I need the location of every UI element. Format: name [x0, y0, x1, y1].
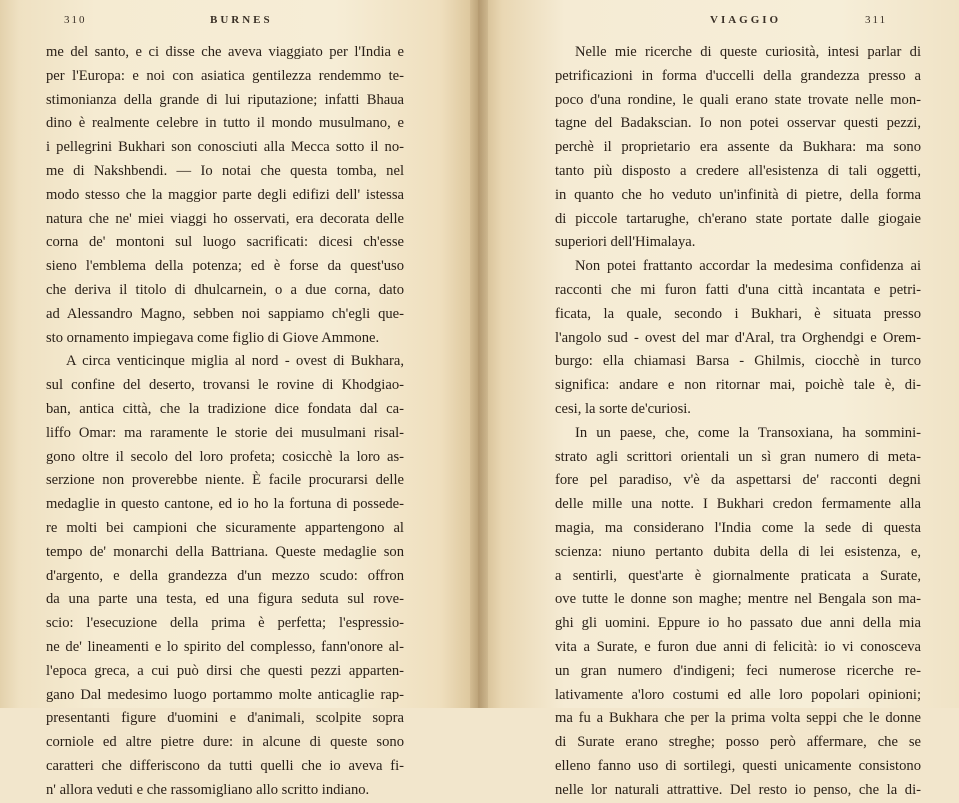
- text-line: me del santo, e ci disse che aveva viaggiato per l'India e: [46, 44, 404, 60]
- text-line: presentanti figure d'uomini e d'animali, scolpite sopra: [46, 710, 404, 727]
- text-line: significa: andare e non ritornar mai, poichè tale è, di-: [555, 377, 921, 394]
- text-line: lativamente a'loro costumi ed alle loro popolari opinioni;: [555, 686, 921, 703]
- body-text: [555, 41, 921, 803]
- text-line: che deriva il titolo di dhulcarnein, o a due corna, dato: [46, 281, 404, 298]
- text-line: corniole ed altre pietre dure: in alcune di queste sono: [46, 734, 404, 751]
- text-line: superiori dell'Himalaya.: [555, 234, 696, 251]
- running-title: VIAGGIO: [710, 14, 782, 26]
- text-line: nelle lor naturali attrattive. Del resto io penso, che la di-: [555, 781, 921, 798]
- text-line: natura che ne' miei viaggi ho osservati, era decorata delle: [46, 210, 404, 227]
- text-line: l'angolo sud - ovest del mar d'Aral, tra Orghendgi e Orem-: [555, 329, 921, 346]
- text-line: d'argento, e della grandezza d'un mezzo scudo: offron: [46, 567, 404, 584]
- text-line: ove tutte le donne son maghe; mentre nel Bengala son ma-: [555, 591, 921, 608]
- text-line: ghi gli uomini. Eppure io ho passato due anni della mia: [555, 615, 921, 632]
- text-line: di piccole tartarughe, ch'erano state portate dalle giogaie: [555, 210, 921, 227]
- text-line: vita a Surate, e furon due anni di felicità: io vi conosceva: [555, 638, 921, 655]
- text-line: magia, ma considerano l'India come la sede di questa: [555, 519, 921, 536]
- text-line: corna de' montoni sul luogo sacrificati: dicesi ch'esse: [46, 234, 404, 251]
- text-line: da una parte una testa, ed una figura seduta sul rove-: [46, 591, 404, 608]
- text-line: i pellegrini Bukhari son conosciuti alla Mecca sotto il no-: [46, 139, 404, 156]
- text-line: strato agli scrittori orientali un sì gran numero di meta-: [555, 448, 921, 465]
- text-line: perchè il proprietario era assente da Bukhara: ma sono: [555, 139, 921, 156]
- text-line: poco d'una rondine, le quali erano state trovate nelle mon-: [555, 91, 921, 108]
- text-line: sul confine del deserto, trovansi le rovine di Khodgiao-: [46, 377, 404, 394]
- text-line: gano Dal medesimo luogo portammo molte anticaglie rap-: [46, 686, 404, 703]
- text-line: Nelle mie ricerche di queste curiosità, intesi parlar di: [575, 44, 921, 60]
- text-line: un gran numero d'indigeni; feci numerose ricerche re-: [555, 662, 921, 679]
- text-line: liffo Omar: ma raramente le storie dei musulmani risal-: [46, 424, 404, 441]
- text-line: delle mille una notte. I Bukhari credon fermamente alla: [555, 496, 921, 513]
- text-line: caratteri che differiscono da tutti quelli che io aveva fi-: [46, 757, 404, 774]
- text-line: gono oltre il secolo del loro profeta; cosicchè la loro as-: [46, 448, 404, 465]
- text-line: re molti bei campioni che sicuramente appartengono al: [46, 519, 404, 536]
- text-line: In un paese, che, come la Transoxiana, ha sommini-: [575, 424, 921, 441]
- text-line: petrificazioni in forma d'uccelli della grandezza presso a: [555, 67, 921, 84]
- text-line: Non potei frattanto accordar la medesima confidenza ai: [575, 258, 921, 275]
- text-line: racconti che mi furon fatti d'una città incantata e petri-: [555, 281, 921, 298]
- text-line: modo stesso che la maggior parte degli edifizi dell' istessa: [46, 186, 404, 203]
- text-line: dino è realmente celebre in tutto il mondo musulmano, e: [46, 115, 404, 132]
- text-line: l'epoca greca, a cui può dirsi che questi pezzi apparten-: [46, 662, 404, 679]
- text-line: ne de' lineamenti e lo spirito del complesso, fann'onore al-: [46, 638, 404, 655]
- text-line: elleno fanno uso di sortilegi, questi unicamente consistono: [555, 757, 921, 774]
- text-line: medaglie in questo cantone, ed io ho la fortuna di possede-: [46, 496, 404, 513]
- text-line: n' allora veduti e che rassomigliano allo scritto indiano.: [46, 781, 370, 798]
- text-line: cesi, la sorte de'curiosi.: [555, 400, 691, 417]
- text-line: tagne del Badakscian. Io non potei osservar questi pezzi,: [555, 115, 921, 132]
- text-line: tempo de' monarchi della Battriana. Queste medaglie son: [46, 543, 404, 560]
- text-line: sieno l'emblema della potenza; ed è forse da quest'uso: [46, 258, 404, 275]
- text-line: scienza: niuno pertanto dubita della di lei esistenza, e,: [555, 543, 921, 560]
- text-line: in quanto che ho veduto un'infinità di pietre, della forma: [555, 186, 921, 203]
- text-line: ma fu a Bukhara che per la prima volta seppi che le donne: [555, 710, 921, 727]
- text-line: per l'Europa: e noi con asiatica gentilezza rendemmo te-: [46, 67, 404, 84]
- text-line: burgo: ella chiamasi Barsa - Ghilmis, ciocchè in turco: [555, 353, 921, 370]
- text-line: tanto più disposto a credere all'esistenza di tali oggetti,: [555, 162, 921, 179]
- text-line: fore pel paradiso, v'è da aspettarsi de' racconti degni: [555, 472, 921, 489]
- page-number: 311: [865, 14, 888, 26]
- text-line: a sentirli, quest'arte è giornalmente praticata a Surate,: [555, 567, 921, 584]
- text-line: ad Alessandro Magno, sebben noi sappiamo ch'egli que-: [46, 305, 404, 322]
- running-title: BURNES: [210, 14, 273, 26]
- text-line: stimonianza della grande di lui riputazione; infatti Bhaua: [46, 91, 404, 108]
- text-line: ficata, la quale, secondo i Bukhari, è situata presso: [555, 305, 921, 322]
- text-line: scio: l'esecuzione della prima è perfetta; l'espressio-: [46, 615, 404, 632]
- book-gutter: [470, 0, 488, 708]
- body-text: [46, 41, 404, 803]
- text-line: ban, antica città, che la tradizione dice fondata dal ca-: [46, 400, 404, 417]
- text-line: di Surate erano streghe; posso però affermare, che se: [555, 734, 921, 751]
- text-line: me di Nakshbendi. — Io notai che questa tomba, nel: [46, 162, 404, 179]
- left-page: [0, 0, 478, 798]
- page-number: 310: [64, 14, 87, 26]
- right-page: [478, 0, 959, 798]
- text-line: sto ornamento impiegava come figlio di Giove Ammone.: [46, 329, 380, 346]
- text-line: serzione non proverebbe niente. È facile procurarsi delle: [46, 472, 404, 489]
- text-line: A circa venticinque miglia al nord - ovest di Bukhara,: [66, 353, 404, 370]
